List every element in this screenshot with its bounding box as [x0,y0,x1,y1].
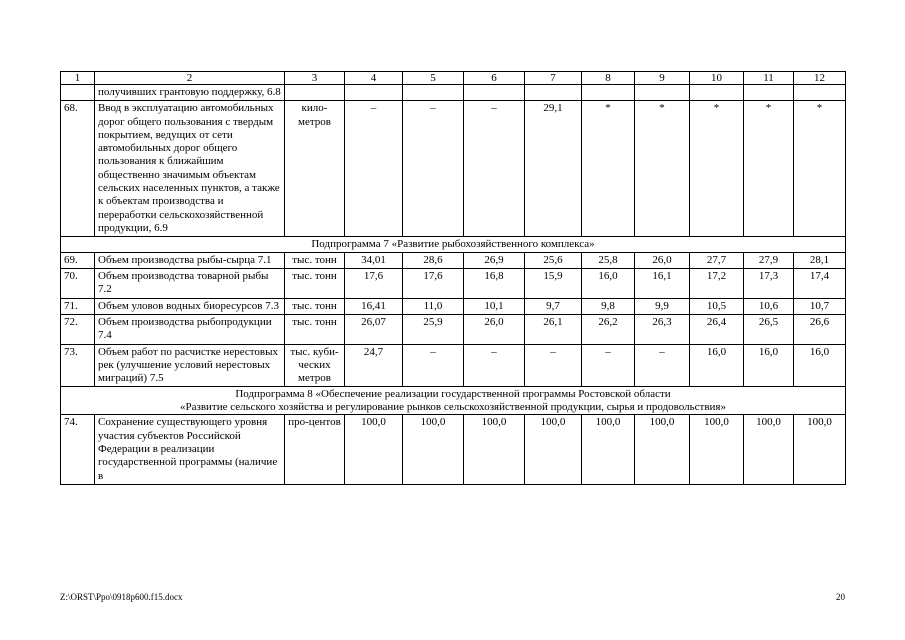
value-cell: 10,5 [690,298,744,314]
value-cell: 26,4 [690,314,744,344]
indicator-name: Объем работ по расчистке нерестовых рек (улучшение условий нерестовых миграций) 7.5 [95,344,285,387]
value-cell: 17,3 [744,269,794,299]
row-number: 74. [61,415,95,484]
value-cell: 100,0 [464,415,525,484]
table-row [61,85,846,101]
col-header: 5 [403,72,464,85]
value-cell: 17,2 [690,269,744,299]
unit-cell: тыс. тонн [285,298,345,314]
value-cell: 29,1 [525,101,582,237]
value-cell: 27,7 [690,252,744,268]
value-cell: 100,0 [794,415,846,484]
value-cell: 26,6 [794,314,846,344]
value-cell: 100,0 [744,415,794,484]
value-cell: – [464,101,525,237]
value-cell: – [635,344,690,387]
table-row [61,252,846,268]
indicator-name: Ввод в эксплуатацию автомобильных дорог общего пользования с твердым покрытием, ведущих от сети автомобильных дорог общего пользования к ближайшим общественно значимым объектам сельских населенных пунктов, а также к объектам производства и переработки сельскохозяйственной продукции, 6.9 [95,101,285,237]
value-cell: 17,4 [794,269,846,299]
col-header: 4 [345,72,403,85]
value-cell: 26,9 [464,252,525,268]
indicator-name: Сохранение существующего уровня участия субъектов Российской Федерации в реализации государственной программы (наличие в [95,415,285,484]
value-cell: 16,0 [582,269,635,299]
value-cell: * [690,101,744,237]
value-cell: 16,8 [464,269,525,299]
indicator-name: получивших грантовую поддержку, 6.8 [95,85,285,101]
value-cell: 10,1 [464,298,525,314]
value-cell: 10,6 [744,298,794,314]
row-number: 68. [61,101,95,237]
col-header: 8 [582,72,635,85]
unit-cell: тыс. тонн [285,269,345,299]
row-number: 70. [61,269,95,299]
value-cell: 100,0 [582,415,635,484]
value-cell: 100,0 [345,415,403,484]
subprogram-heading-line2: «Развитие сельского хозяйства и регулирование рынков сельскохозяйственной продукции, сырья и продовольствия» [180,400,726,413]
indicator-table [60,71,846,485]
value-cell: 16,0 [794,344,846,387]
page-number: 20 [836,592,845,602]
col-header: 1 [61,72,95,85]
row-number: 72. [61,314,95,344]
value-cell: 9,8 [582,298,635,314]
col-header: 6 [464,72,525,85]
unit-cell: тыс. тонн [285,314,345,344]
value-cell: * [794,101,846,237]
value-cell: 11,0 [403,298,464,314]
value-cell: 25,9 [403,314,464,344]
value-cell: 25,8 [582,252,635,268]
value-cell: 26,07 [345,314,403,344]
section-row [61,387,846,415]
value-cell: – [525,344,582,387]
section-row [61,237,846,253]
value-cell: 100,0 [525,415,582,484]
value-cell: * [635,101,690,237]
value-cell: – [582,344,635,387]
subprogram-heading: Подпрограмма 7 «Развитие рыбохозяйственного комплекса» [61,237,846,253]
indicator-name: Объем производства рыбопродукции 7.4 [95,314,285,344]
value-cell: 28,1 [794,252,846,268]
value-cell: 28,6 [403,252,464,268]
value-cell: 17,6 [403,269,464,299]
value-cell: – [403,101,464,237]
value-cell: 26,3 [635,314,690,344]
col-header: 2 [95,72,285,85]
value-cell: 24,7 [345,344,403,387]
value-cell: 16,41 [345,298,403,314]
value-cell: 27,9 [744,252,794,268]
value-cell: 16,1 [635,269,690,299]
value-cell: 16,0 [690,344,744,387]
value-cell: 26,5 [744,314,794,344]
value-cell: 100,0 [403,415,464,484]
unit-cell: тыс. тонн [285,252,345,268]
col-header: 7 [525,72,582,85]
value-cell: – [345,101,403,237]
value-cell: * [582,101,635,237]
file-path: Z:\ORST\Ppo\0918p600.f15.docx [60,592,183,602]
col-header: 11 [744,72,794,85]
column-number-row [61,72,846,85]
value-cell: 26,2 [582,314,635,344]
value-cell: 26,1 [525,314,582,344]
indicator-name: Объем уловов водных биоресурсов 7.3 [95,298,285,314]
table-row [61,415,846,484]
table-row [61,344,846,387]
value-cell: * [744,101,794,237]
col-header: 3 [285,72,345,85]
row-number: 69. [61,252,95,268]
value-cell: 100,0 [690,415,744,484]
unit-cell: тыс. куби-ческих метров [285,344,345,387]
value-cell: 34,01 [345,252,403,268]
value-cell: 26,0 [464,314,525,344]
col-header: 12 [794,72,846,85]
table-row [61,298,846,314]
value-cell: – [464,344,525,387]
value-cell: 25,6 [525,252,582,268]
subprogram-heading [61,387,846,415]
value-cell: 10,7 [794,298,846,314]
col-header: 10 [690,72,744,85]
col-header: 9 [635,72,690,85]
table-row [61,269,846,299]
value-cell: 9,7 [525,298,582,314]
indicator-name: Объем производства рыбы-сырца 7.1 [95,252,285,268]
value-cell: 15,9 [525,269,582,299]
value-cell: 16,0 [744,344,794,387]
value-cell: 9,9 [635,298,690,314]
unit-cell: кило-метров [285,101,345,237]
row-number: 73. [61,344,95,387]
value-cell: – [403,344,464,387]
indicator-name: Объем производства товарной рыбы 7.2 [95,269,285,299]
table-row [61,314,846,344]
unit-cell: про-центов [285,415,345,484]
subprogram-heading-line1: Подпрограмма 8 «Обеспечение реализации государственной программы Ростовской области [235,388,671,401]
value-cell: 26,0 [635,252,690,268]
row-number: 71. [61,298,95,314]
table-row [61,101,846,237]
value-cell: 17,6 [345,269,403,299]
value-cell: 100,0 [635,415,690,484]
